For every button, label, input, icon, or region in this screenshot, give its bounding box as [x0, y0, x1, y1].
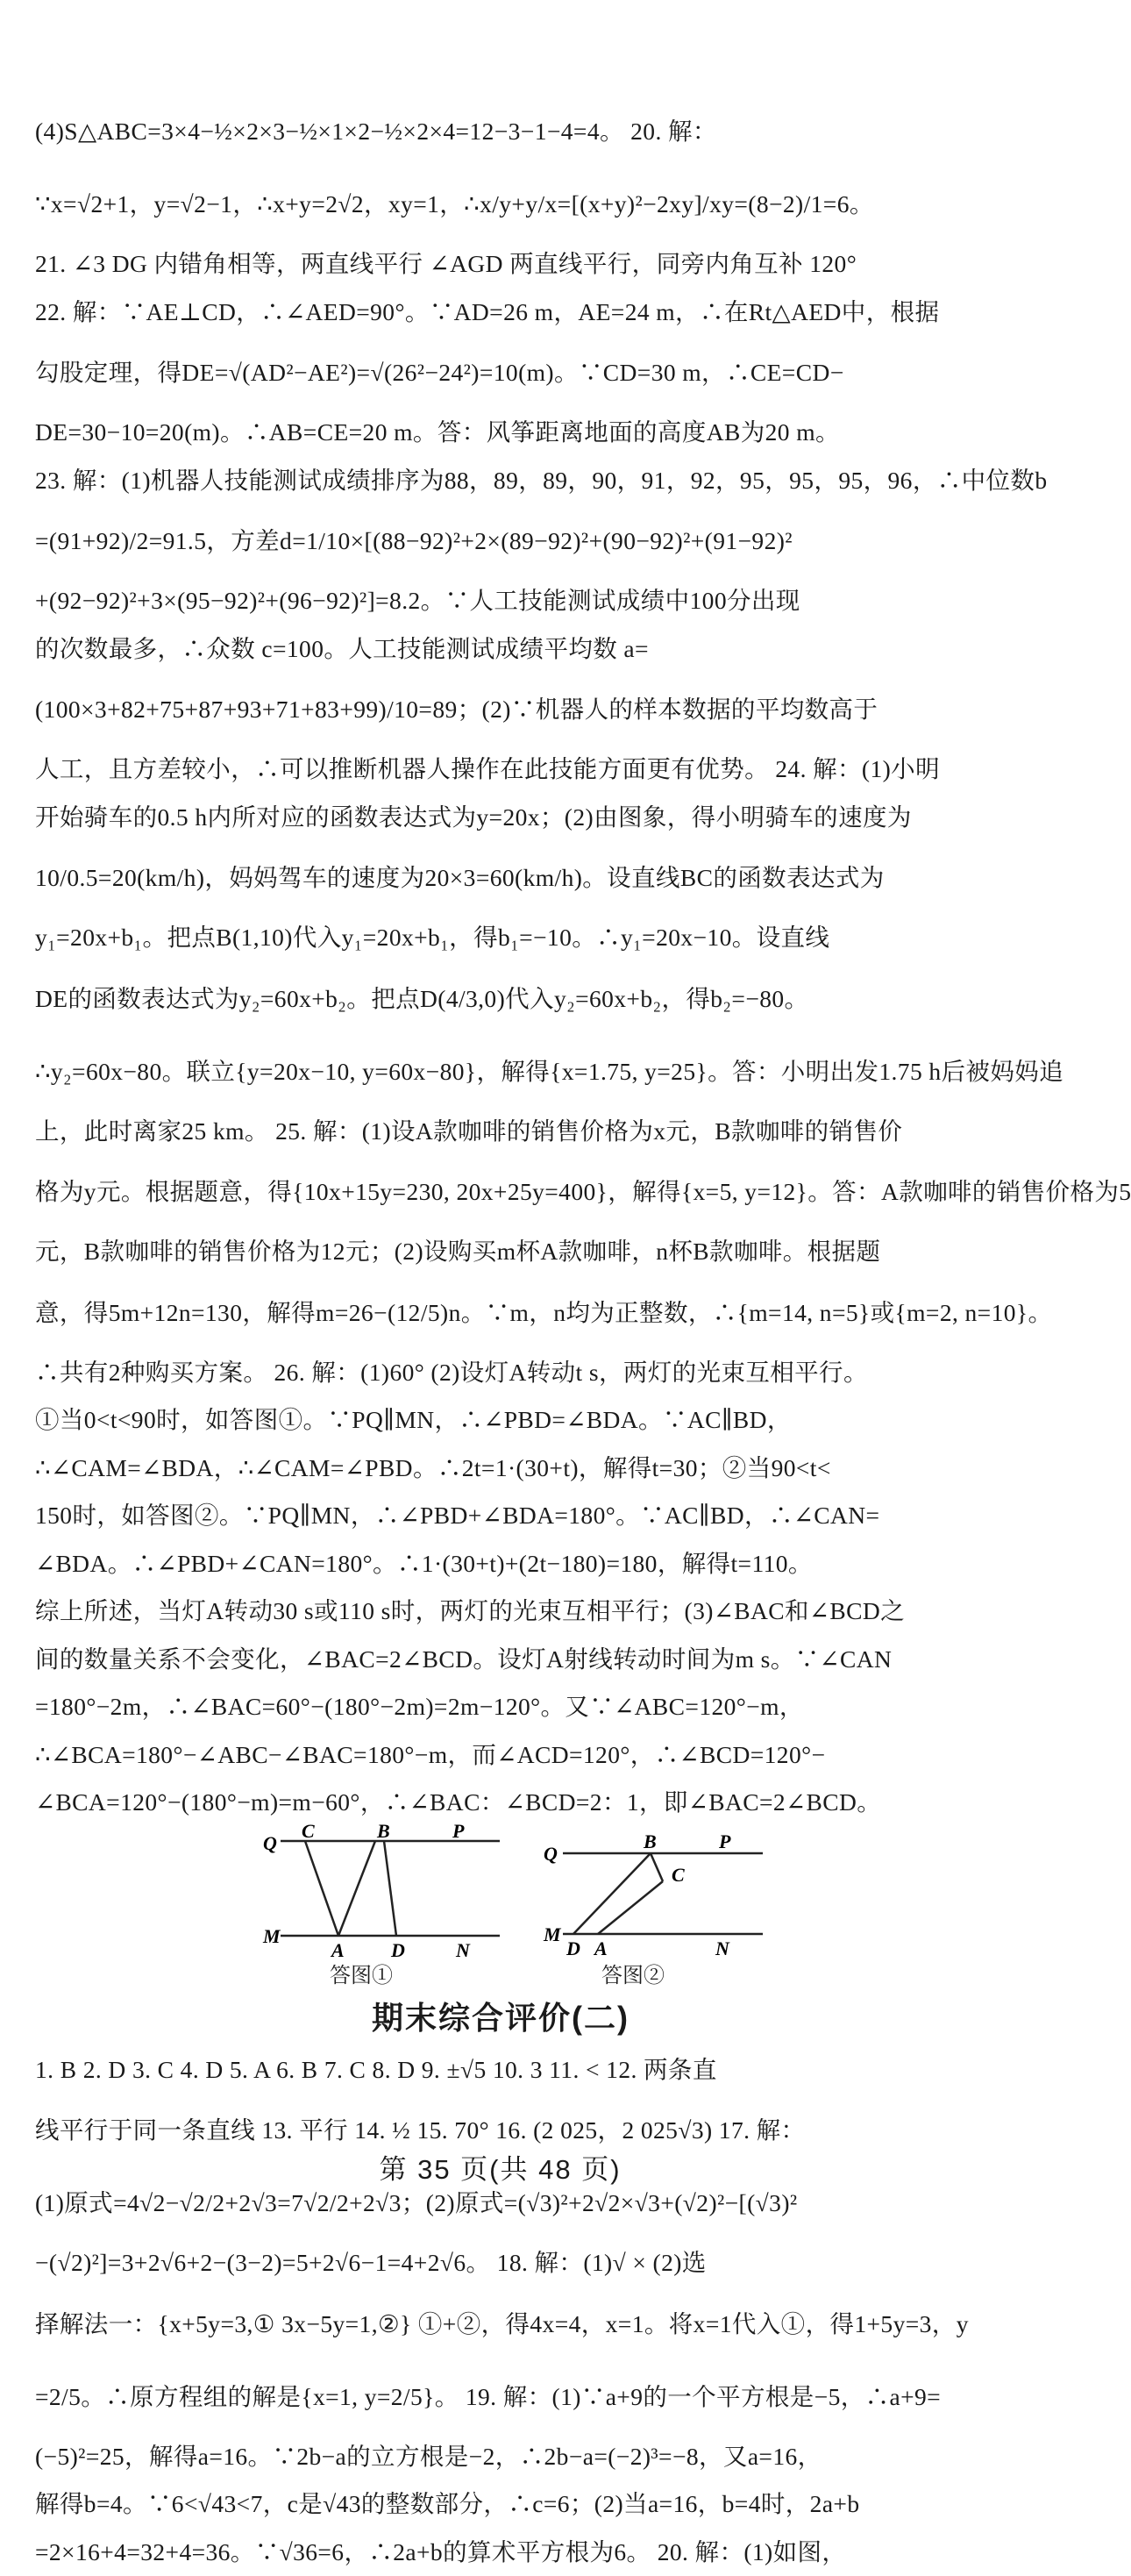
text-line: 22. 解：∵AE⊥CD，∴∠AED=90°。∵AD=26 m，AE=24 m，∴在Rt△AED中，根据 — [35, 289, 966, 337]
fig1-label: Q — [263, 1832, 277, 1854]
page-footer: 第 35 页(共 48 页) — [0, 2147, 1000, 2187]
text-line: 1. B 2. D 3. C 4. D 5. A 6. B 7. C 8. D 9. ±√5 10. 3 11. < 12. 两条直 — [35, 2046, 966, 2094]
text-line: ∴共有2种购买方案。 26. 解：(1)60° (2)设灯A转动t s，两灯的光束互相平行。 — [35, 1349, 966, 1397]
text-line: ∴∠BCA=180°−∠ABC−∠BAC=180°−m，而∠ACD=120°，∴∠BCD=120°− — [35, 1731, 966, 1780]
text-line: 人工，且方差较小，∴可以推断机器人操作在此技能方面更有优势。 24. 解：(1)小明 — [35, 746, 966, 794]
figure-1 — [263, 1827, 509, 1990]
fig2-label: B — [643, 1830, 657, 1852]
fig2-label: M — [543, 1923, 562, 1945]
text-line: 线平行于同一条直线 13. 平行 14. ½ 15. 70° 16. (2 025，2 025√3) 17. 解： — [35, 2094, 966, 2166]
text-line: (100×3+82+75+87+93+71+83+99)/10=89；(2)∵机器人的样本数据的平均数高于 — [35, 673, 966, 746]
text-line: ①当0<t<90时，如答图①。∵PQ∥MN，∴∠PBD=∠BDA。∵AC∥BD， — [35, 1396, 966, 1445]
solutions-block-2 — [35, 2046, 966, 2576]
fig1-label: B — [376, 1820, 390, 1842]
text-line: 间的数量关系不会变化，∠BAC=2∠BCD。设灯A射线转动时间为m s。∵∠CAN — [35, 1636, 966, 1684]
text-line: −(√2)²]=3+2√6+2−(3−2)=5+2√6−1=4+2√6。 18. 解：(1)√ × (2)选 — [35, 2239, 966, 2287]
fig2-label: P — [718, 1830, 731, 1852]
text-line: 意，得5m+12n=130，解得m=26−(12/5)n。∵m，n均为正整数，∴{m=14, n=5}或{m=2, n=10}。 — [35, 1276, 966, 1349]
text-line: =(91+92)/2=91.5，方差d=1/10×[(88−92)²+2×(89−92)²+(90−92)²+(91−92)² — [35, 504, 966, 577]
text-line: 格为y元。根据题意，得{10x+15y=230, 20x+25y=400}，解得{x=5, y=12}。答：A款咖啡的销售价格为5 — [35, 1155, 966, 1228]
fig1-label: D — [390, 1939, 405, 1961]
fig2-label: A — [593, 1937, 608, 1959]
figure-1-diagram — [263, 1827, 509, 1959]
text-line: 元，B款咖啡的销售价格为12元；(2)设购买m杯A款咖啡，n杯B款咖啡。根据题 — [35, 1228, 966, 1276]
text-line: 上，此时离家25 km。 25. 解：(1)设A款咖啡的销售价格为x元，B款咖啡的销售价 — [35, 1108, 966, 1156]
figure-2-diagram — [544, 1827, 772, 1959]
text-line: +(92−92)²+3×(95−92)²+(96−92)²]=8.2。∵人工技能测试成绩中100分出现 — [35, 577, 966, 625]
fig2-label: Q — [544, 1843, 558, 1865]
section-title: 期末综合评价(二) — [35, 1990, 966, 2046]
fig1-label: N — [455, 1939, 471, 1961]
text-line: (4)S△ABC=3×4−½×2×3−½×1×2−½×2×4=12−3−1−4=4。 20. 解： — [35, 95, 966, 168]
figure-2-caption: 答图② — [601, 1958, 665, 1988]
text-line: 综上所述，当灯A转动30 s或110 s时，两灯的光束互相平行；(3)∠BAC和∠BCD之 — [35, 1588, 966, 1636]
text-line: ∵x=√2+1，y=√2−1，∴x+y=2√2，xy=1，∴x/y+y/x=[(x+y)²−2xy]/xy=(8−2)/1=6。 — [35, 168, 966, 240]
text-line: (−5)²=25，解得a=16。∵2b−a的立方根是−2，∴2b−a=(−2)³=−8，又a=16， — [35, 2433, 966, 2481]
solutions-block-1 — [35, 95, 966, 1827]
figure-1-caption: 答图① — [330, 1958, 393, 1988]
text-line: =2/5。∴原方程组的解是{x=1, y=2/5}。 19. 解：(1)∵a+9的一个平方根是−5，∴a+9= — [35, 2360, 966, 2433]
text-line: DE=30−10=20(m)。∴AB=CE=20 m。答：风筝距离地面的高度AB为20 m。 — [35, 409, 966, 457]
text-line: DE的函数表达式为y₂=60x+b₂。把点D(4/3,0)代入y₂=60x+b₂，得b₂=−80。 — [35, 962, 966, 1035]
fig1-label: M — [262, 1925, 281, 1947]
text-line: ∴y₂=60x−80。联立{y=20x−10, y=60x−80}，解得{x=1.75, y=25}。答：小明出发1.75 h后被妈妈追 — [35, 1035, 966, 1108]
text-line: 择解法一：{x+5y=3,① 3x−5y=1,②} ①+②，得4x=4，x=1。将x=1代入①，得1+5y=3，y — [35, 2287, 966, 2360]
text-line: 解得b=4。∵6<√43<7，c是√43的整数部分，∴c=6；(2)当a=16，b=4时，2a+b — [35, 2480, 966, 2529]
text-line: ∠BCA=120°−(180°−m)=m−60°，∴∠BAC：∠BCD=2：1，即∠BAC=2∠BCD。 — [35, 1779, 966, 1827]
figure-2 — [544, 1827, 772, 1990]
fig1-label: P — [452, 1820, 465, 1842]
fig1-label: C — [302, 1820, 315, 1842]
fig1-label: A — [330, 1939, 345, 1961]
answer-page — [35, 95, 966, 2576]
text-line: 10/0.5=20(km/h)，妈妈驾车的速度为20×3=60(km/h)。设直线BC的函数表达式为 — [35, 841, 966, 914]
fig2-label: D — [566, 1937, 580, 1959]
text-line: =2×16+4=32+4=36。∵√36=6，∴2a+b的算术平方根为6。 20. 解：(1)如图， — [35, 2529, 966, 2576]
text-line: 勾股定理，得DE=√(AD²−AE²)=√(26²−24²)=10(m)。∵CD=30 m，∴CE=CD− — [35, 336, 966, 409]
text-line: (1)原式=4√2−√2/2+2√3=7√2/2+2√3；(2)原式=(√3)²+2√2×√3+(√2)²−[(√3)² — [35, 2166, 966, 2239]
fig2-label: N — [715, 1937, 730, 1959]
figures-row — [35, 1827, 966, 1990]
text-line: 150时，如答图②。∵PQ∥MN，∴∠PBD+∠BDA=180°。∵AC∥BD，∴∠CAN= — [35, 1492, 966, 1540]
text-line: ∠BDA。∴∠PBD+∠CAN=180°。∴1·(30+t)+(2t−180)=180，解得t=110。 — [35, 1540, 966, 1588]
text-line: =180°−2m，∴∠BAC=60°−(180°−2m)=2m−120°。又∵∠ABC=120°−m， — [35, 1683, 966, 1731]
text-line: 21. ∠3 DG 内错角相等，两直线平行 ∠AGD 两直线平行，同旁内角互补 120° — [35, 240, 966, 289]
fig2-label: C — [672, 1864, 685, 1886]
text-line: 23. 解：(1)机器人技能测试成绩排序为88，89，89，90，91，92，95，95，95，96，∴中位数b — [35, 457, 966, 505]
text-line: 的次数最多，∴众数 c=100。人工技能测试成绩平均数 a= — [35, 625, 966, 674]
text-line: ∴∠CAM=∠BDA，∴∠CAM=∠PBD。∴2t=1·(30+t)，解得t=30；②当90<t< — [35, 1445, 966, 1493]
text-line: 开始骑车的0.5 h内所对应的函数表达式为y=20x；(2)由图象，得小明骑车的速度为 — [35, 794, 966, 842]
text-line: y₁=20x+b₁。把点B(1,10)代入y₁=20x+b₁，得b₁=−10。∴y₁=20x−10。设直线 — [35, 914, 966, 962]
